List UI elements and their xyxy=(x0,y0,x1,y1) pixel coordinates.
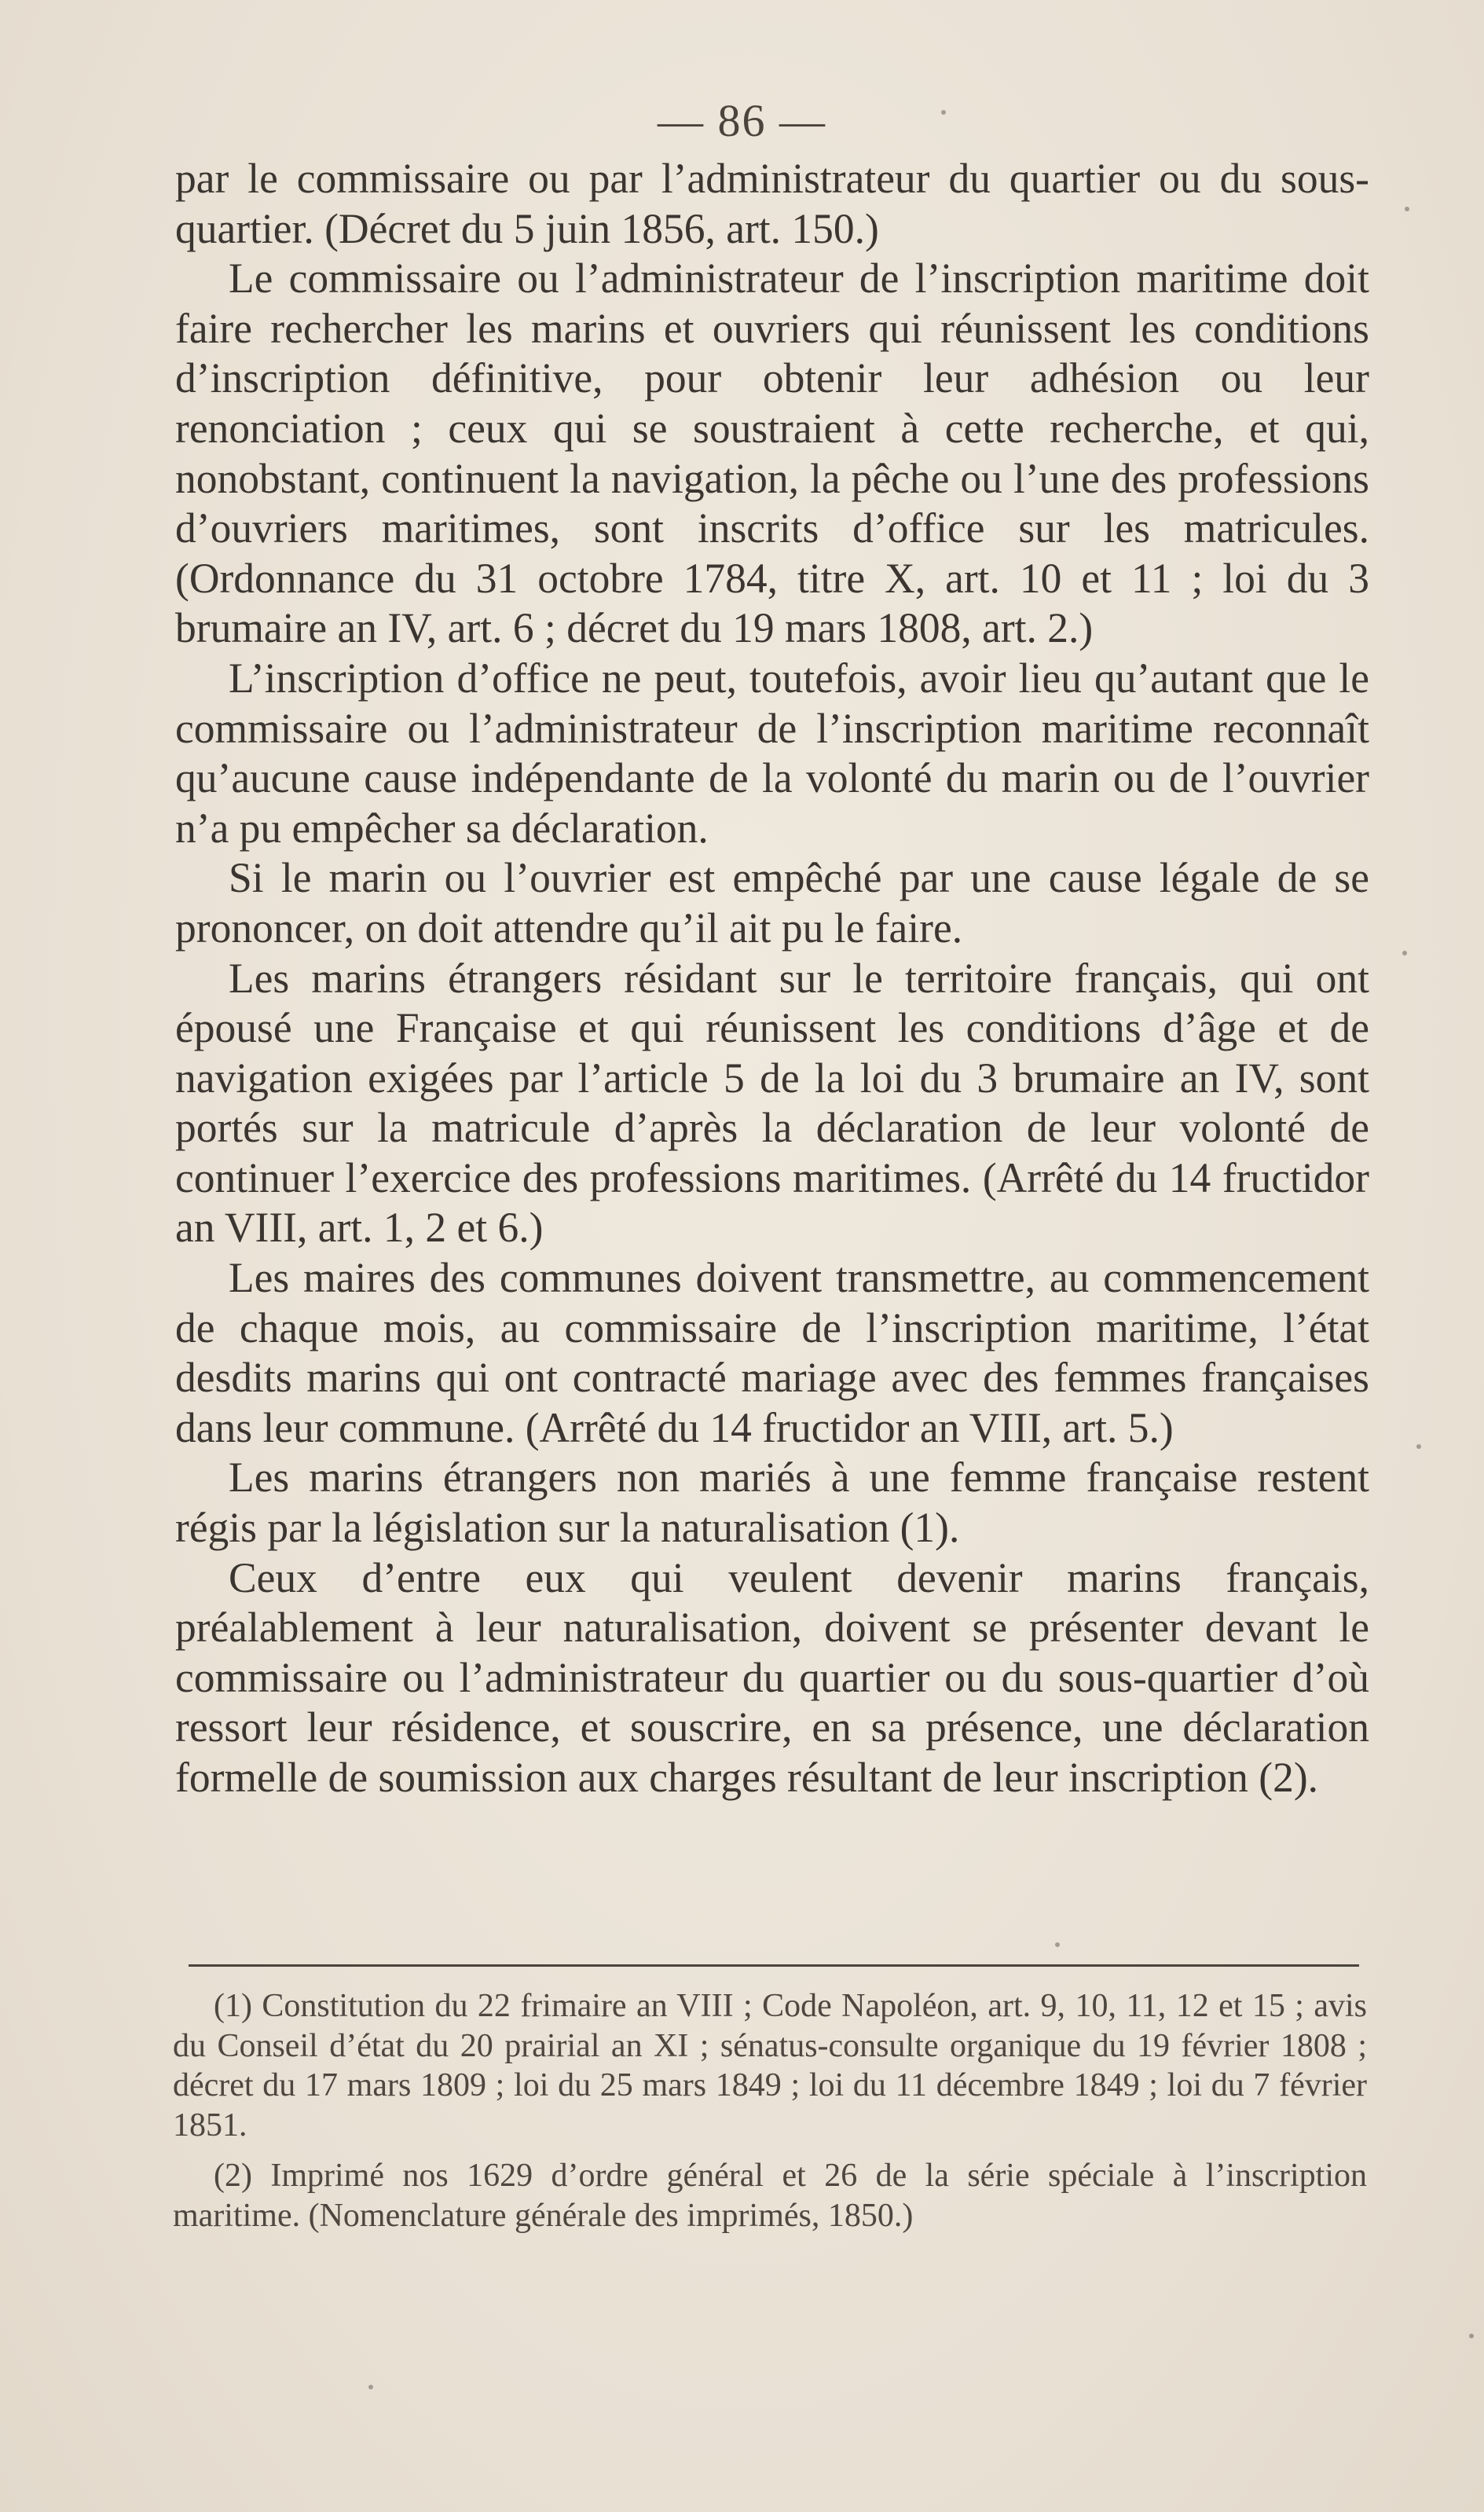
footnote: (1) Constitution du 22 frimaire an VIII ; Code Napoléon, art. 9, 10, 11, 12 et 15 ; avis du Conseil d’état du 20 prairial an XI ; sénatus-consulte organique du 19 février 1808 ; décret du 17 mars 1809 ; loi du 25 mars 1849 ; loi du 11 décembre 1849 ; loi du 7 février 1851. xyxy=(173,1988,1367,2143)
paragraph: Si le marin ou l’ouvrier est empêché par une cause légale de se prononcer, on doit attendre qu’il ait pu le faire. xyxy=(175,854,1369,952)
paper-speck xyxy=(1402,951,1407,955)
paper-speck xyxy=(1469,2334,1474,2338)
paper-speck xyxy=(1405,207,1409,211)
paragraph: par le commissaire ou par l’administrateur du quartier ou du sous-quartier. (Décret du 5 juin 1856, art. 150.) xyxy=(175,155,1369,252)
footnotes xyxy=(173,1986,1367,2246)
paper-speck xyxy=(368,2385,373,2389)
page-number: — 86 — xyxy=(658,95,826,146)
paragraph: Les marins étrangers non mariés à une femme française restent régis par la législation sur la naturalisation (1). xyxy=(175,1454,1369,1552)
paragraph: Les maires des communes doivent transmettre, au commencement de chaque mois, au commissaire de l’inscription maritime, l’état desdits marins qui ont contracté mariage avec des femmes françaises dans leur commune. (Arrêté du 14 fructidor an VIII, art. 5.) xyxy=(175,1254,1369,1451)
footnote-separator-rule xyxy=(189,1964,1359,1967)
paper-speck xyxy=(1416,1444,1421,1449)
paragraph: Les marins étrangers résidant sur le territoire français, qui ont épousé une Française et qui réunissent les conditions d’âge et de navigation exigées par l’article 5 de la loi du 3 brumaire an IV, sont portés sur la matricule d’après la déclaration de leur volonté de continuer l’exercice des professions maritimes. (Arrêté du 14 fructidor an VIII, art. 1, 2 et 6.) xyxy=(175,954,1369,1252)
paragraph: Le commissaire ou l’administrateur de l’inscription maritime doit faire rechercher les marins et ouvriers qui réunissent les conditions d’inscription définitive, pour obtenir leur adhésion ou leur renonciation ; ceux qui se soustraient à cette recherche, et qui, nonobstant, continuent la navigation, la pêche ou l’une des professions d’ouvriers maritimes, sont inscrits d’office sur les matricules. (Ordonnance du 31 octobre 1784, titre X, art. 10 et 11 ; loi du 3 brumaire an IV, art. 6 ; décret du 19 mars 1808, art. 2.) xyxy=(175,255,1369,652)
paragraph: Ceux d’entre eux qui veulent devenir marins français, préalablement à leur naturalisation, doivent se présenter devant le commissaire ou l’administrateur du quartier ou du sous-quartier d’où ressort leur résidence, et souscrire, en sa présence, une déclaration formelle de soumission aux charges résultant de leur inscription (2). xyxy=(175,1553,1369,1801)
paper-speck xyxy=(1055,1942,1060,1947)
footnote: (2) Imprimé nos 1629 d’ordre général et 26 de la série spéciale à l’inscription maritime. (Nomenclature générale des imprimés, 1850.) xyxy=(173,2158,1367,2234)
body-text xyxy=(175,154,1369,1803)
paper-speck xyxy=(941,110,946,115)
paragraph: L’inscription d’office ne peut, toutefois, avoir lieu qu’autant que le commissaire ou l’administrateur de l’inscription maritime reconnaît qu’aucune cause indépendante de la volonté du marin ou de l’ouvrier n’a pu empêcher sa déclaration. xyxy=(175,654,1369,852)
